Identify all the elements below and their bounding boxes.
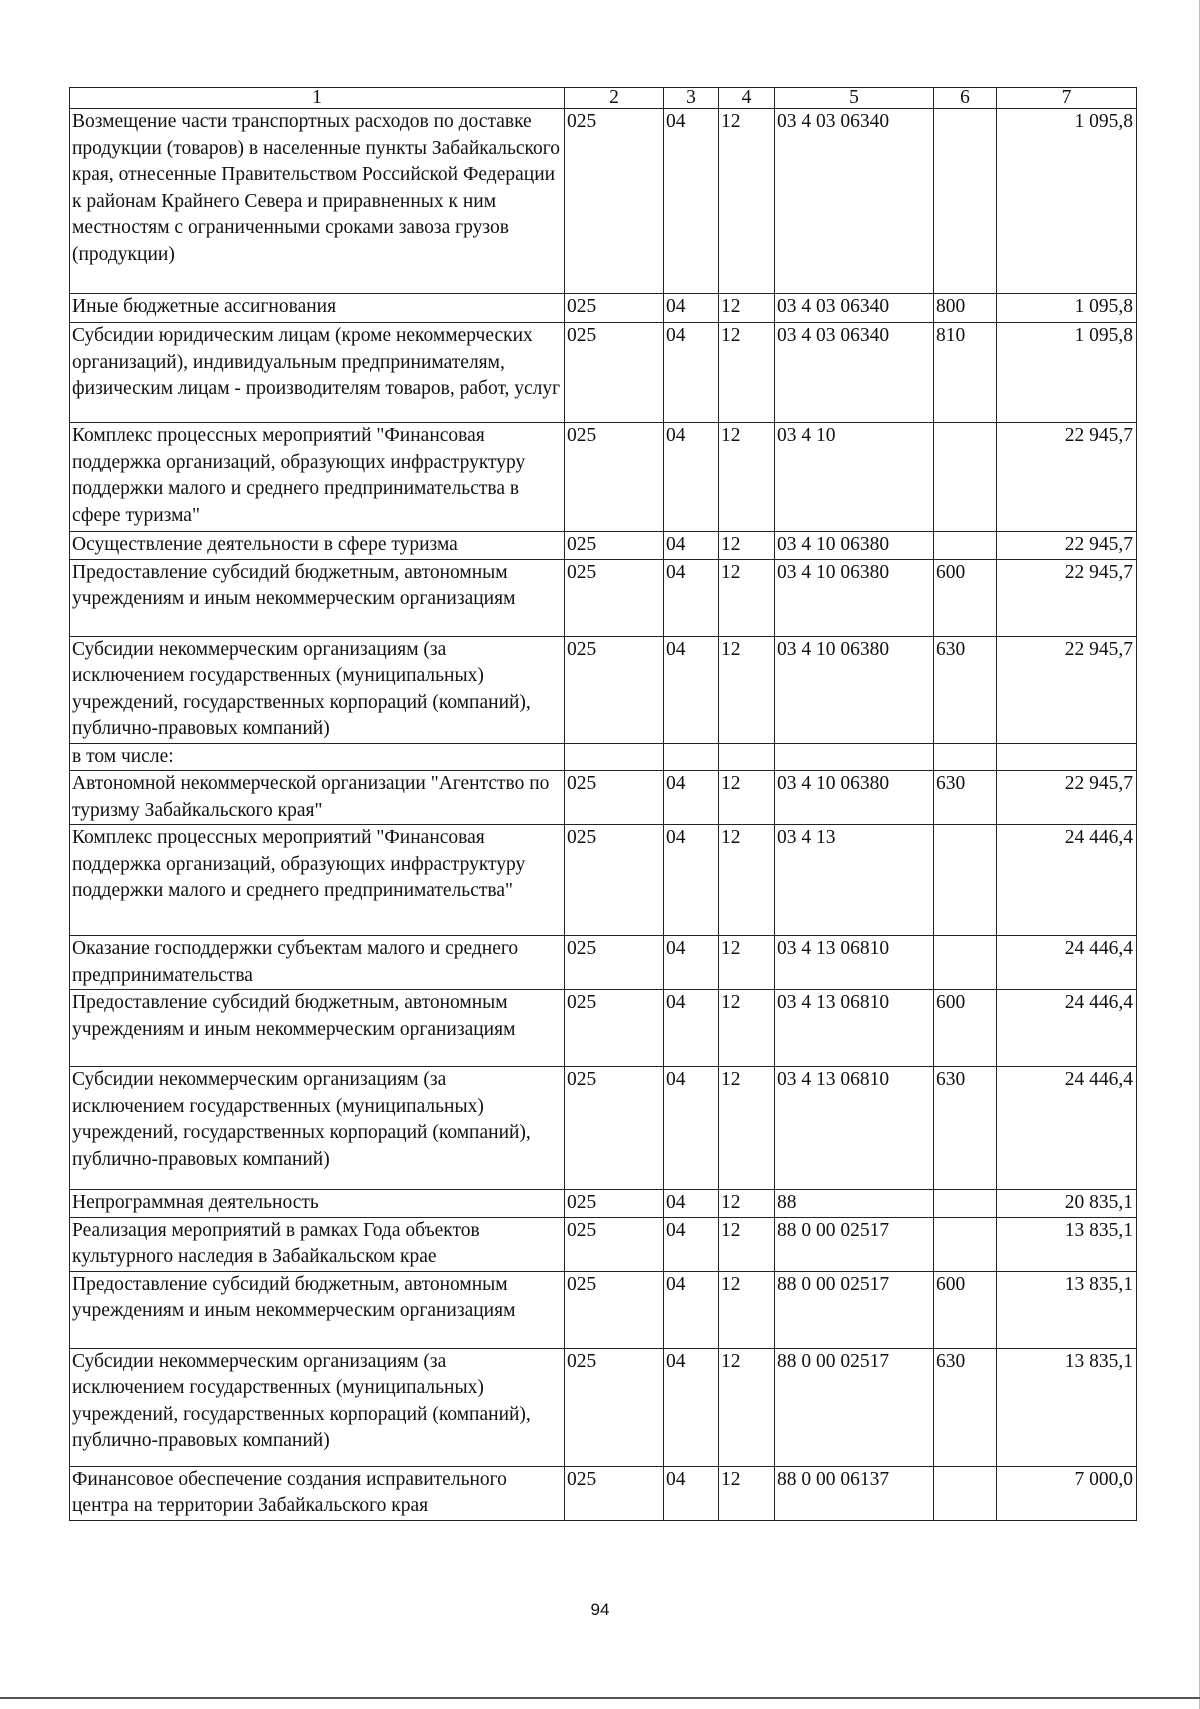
- cell-expense-type: 800: [934, 294, 997, 323]
- cell-target-article: 03 4 10 06380: [775, 636, 934, 743]
- column-header-5: 5: [775, 88, 934, 109]
- table-row: [70, 1466, 1137, 1520]
- cell-admin-code: 025: [565, 559, 664, 636]
- cell-name: Автономной некоммерческой организации "Агентство по туризму Забайкальского края": [70, 771, 565, 825]
- cell-subsection: 12: [719, 532, 775, 560]
- cell-expense-type: 630: [934, 771, 997, 825]
- cell-amount: 24 446,4: [997, 936, 1137, 990]
- table-row: [70, 532, 1137, 560]
- cell-section: 04: [664, 825, 719, 936]
- column-header-2: 2: [565, 88, 664, 109]
- cell-section: 04: [664, 936, 719, 990]
- table-row: [70, 1348, 1137, 1466]
- cell-section: 04: [664, 559, 719, 636]
- cell-expense-type: [934, 1190, 997, 1218]
- cell-expense-type: [934, 825, 997, 936]
- cell-expense-type: 630: [934, 1348, 997, 1466]
- cell-amount: 22 945,7: [997, 636, 1137, 743]
- cell-expense-type: 630: [934, 636, 997, 743]
- cell-section: [664, 743, 719, 771]
- cell-section: 04: [664, 1271, 719, 1348]
- cell-name: Субсидии некоммерческим организациям (за исключением государственных (муниципальных) учреждений, государственных корпораций (компаний), публично-правовых компаний): [70, 1067, 565, 1190]
- cell-subsection: 12: [719, 559, 775, 636]
- page-number: 94: [590, 1600, 610, 1619]
- cell-subsection: 12: [719, 1271, 775, 1348]
- cell-section: 04: [664, 532, 719, 560]
- cell-name: Возмещение части транспортных расходов по доставке продукции (товаров) в населенные пункты Забайкальского края, отнесенные Правительством Российской Федерации к районам Крайнего Севера и приравненных к ним местностям с ограниченными сроками завоза грузов (продукции): [70, 109, 565, 294]
- cell-subsection: 12: [719, 990, 775, 1067]
- cell-section: 04: [664, 1190, 719, 1218]
- cell-name: Оказание господдержки субъектам малого и среднего предпринимательства: [70, 936, 565, 990]
- cell-name: Субсидии юридическим лицам (кроме некоммерческих организаций), индивидуальным предпринимателям, физическим лицам - производителям товаров, работ, услуг: [70, 323, 565, 423]
- cell-target-article: 03 4 13 06810: [775, 990, 934, 1067]
- cell-name: Предоставление субсидий бюджетным, автономным учреждениям и иным некоммерческим организациям: [70, 1271, 565, 1348]
- cell-expense-type: 600: [934, 1271, 997, 1348]
- cell-admin-code: 025: [565, 636, 664, 743]
- cell-admin-code: 025: [565, 1466, 664, 1520]
- bottom-rule: [0, 1697, 1200, 1699]
- cell-expense-type: [934, 1217, 997, 1271]
- cell-subsection: 12: [719, 323, 775, 423]
- cell-name: Иные бюджетные ассигнования: [70, 294, 565, 323]
- cell-admin-code: 025: [565, 423, 664, 532]
- cell-target-article: 03 4 10 06380: [775, 771, 934, 825]
- cell-amount: 24 446,4: [997, 1067, 1137, 1190]
- cell-subsection: 12: [719, 1067, 775, 1190]
- column-header-4: 4: [719, 88, 775, 109]
- cell-target-article: 03 4 10: [775, 423, 934, 532]
- cell-section: 04: [664, 323, 719, 423]
- cell-target-article: 88 0 00 02517: [775, 1217, 934, 1271]
- cell-target-article: 88: [775, 1190, 934, 1218]
- table-row: [70, 1190, 1137, 1218]
- cell-target-article: 03 4 03 06340: [775, 109, 934, 294]
- cell-name: Предоставление субсидий бюджетным, автономным учреждениям и иным некоммерческим организациям: [70, 559, 565, 636]
- cell-section: 04: [664, 423, 719, 532]
- cell-name: Осуществление деятельности в сфере туризма: [70, 532, 565, 560]
- cell-target-article: 03 4 13: [775, 825, 934, 936]
- table-row: [70, 1271, 1137, 1348]
- cell-section: 04: [664, 1067, 719, 1190]
- cell-expense-type: [934, 532, 997, 560]
- cell-admin-code: 025: [565, 1190, 664, 1218]
- table-row: [70, 423, 1137, 532]
- cell-subsection: [719, 743, 775, 771]
- cell-target-article: 03 4 03 06340: [775, 294, 934, 323]
- cell-target-article: 03 4 10 06380: [775, 559, 934, 636]
- cell-admin-code: 025: [565, 1067, 664, 1190]
- cell-subsection: 12: [719, 1466, 775, 1520]
- cell-amount: 13 835,1: [997, 1217, 1137, 1271]
- cell-target-article: 03 4 13 06810: [775, 936, 934, 990]
- cell-target-article: [775, 743, 934, 771]
- cell-name: Непрограммная деятельность: [70, 1190, 565, 1218]
- column-header-7: 7: [997, 88, 1137, 109]
- cell-subsection: 12: [719, 423, 775, 532]
- cell-target-article: 03 4 10 06380: [775, 532, 934, 560]
- cell-section: 04: [664, 771, 719, 825]
- cell-amount: 24 446,4: [997, 990, 1137, 1067]
- cell-admin-code: 025: [565, 109, 664, 294]
- cell-name: Реализация мероприятий в рамках Года объектов культурного наследия в Забайкальском крае: [70, 1217, 565, 1271]
- table-row: [70, 636, 1137, 743]
- cell-expense-type: 600: [934, 990, 997, 1067]
- cell-section: 04: [664, 990, 719, 1067]
- cell-subsection: 12: [719, 1348, 775, 1466]
- table-row: [70, 1067, 1137, 1190]
- cell-section: 04: [664, 1466, 719, 1520]
- table-row: [70, 559, 1137, 636]
- cell-section: 04: [664, 636, 719, 743]
- cell-target-article: 88 0 00 02517: [775, 1271, 934, 1348]
- cell-expense-type: 600: [934, 559, 997, 636]
- cell-name: Финансовое обеспечение создания исправительного центра на территории Забайкальского края: [70, 1466, 565, 1520]
- cell-admin-code: 025: [565, 323, 664, 423]
- column-header-1: 1: [70, 88, 565, 109]
- cell-name: Субсидии некоммерческим организациям (за исключением государственных (муниципальных) учреждений, государственных корпораций (компаний), публично-правовых компаний): [70, 1348, 565, 1466]
- column-header-6: 6: [934, 88, 997, 109]
- cell-expense-type: [934, 936, 997, 990]
- cell-subsection: 12: [719, 936, 775, 990]
- table-row: [70, 825, 1137, 936]
- cell-section: 04: [664, 1348, 719, 1466]
- cell-subsection: 12: [719, 825, 775, 936]
- cell-section: 04: [664, 294, 719, 323]
- cell-expense-type: [934, 743, 997, 771]
- cell-amount: [997, 743, 1137, 771]
- cell-amount: 1 095,8: [997, 294, 1137, 323]
- cell-target-article: 88 0 00 02517: [775, 1348, 934, 1466]
- cell-subsection: 12: [719, 771, 775, 825]
- cell-name: Субсидии некоммерческим организациям (за исключением государственных (муниципальных) учреждений, государственных корпораций (компаний), публично-правовых компаний): [70, 636, 565, 743]
- cell-admin-code: 025: [565, 936, 664, 990]
- table-row: [70, 936, 1137, 990]
- cell-section: 04: [664, 109, 719, 294]
- cell-section: 04: [664, 1217, 719, 1271]
- cell-amount: 20 835,1: [997, 1190, 1137, 1218]
- cell-amount: 22 945,7: [997, 771, 1137, 825]
- table-row: [70, 294, 1137, 323]
- cell-expense-type: [934, 423, 997, 532]
- table-header-row: [70, 88, 1137, 109]
- cell-subsection: 12: [719, 109, 775, 294]
- cell-expense-type: 630: [934, 1067, 997, 1190]
- cell-amount: 1 095,8: [997, 109, 1137, 294]
- table-row: [70, 1217, 1137, 1271]
- cell-amount: 1 095,8: [997, 323, 1137, 423]
- cell-name: Предоставление субсидий бюджетным, автономным учреждениям и иным некоммерческим организациям: [70, 990, 565, 1067]
- cell-name: в том числе:: [70, 743, 565, 771]
- cell-subsection: 12: [719, 1190, 775, 1218]
- cell-expense-type: [934, 109, 997, 294]
- cell-admin-code: 025: [565, 1271, 664, 1348]
- cell-expense-type: [934, 1466, 997, 1520]
- table-row: [70, 743, 1137, 771]
- cell-expense-type: 810: [934, 323, 997, 423]
- cell-admin-code: 025: [565, 1348, 664, 1466]
- cell-name: Комплекс процессных мероприятий "Финансовая поддержка организаций, образующих инфраструктуру поддержки малого и среднего предпринимательства в сфере туризма": [70, 423, 565, 532]
- cell-admin-code: 025: [565, 532, 664, 560]
- cell-admin-code: 025: [565, 294, 664, 323]
- cell-target-article: 03 4 13 06810: [775, 1067, 934, 1190]
- table-row: [70, 990, 1137, 1067]
- cell-admin-code: 025: [565, 1217, 664, 1271]
- cell-subsection: 12: [719, 1217, 775, 1271]
- cell-amount: 22 945,7: [997, 423, 1137, 532]
- table-row: [70, 771, 1137, 825]
- cell-subsection: 12: [719, 636, 775, 743]
- cell-admin-code: 025: [565, 771, 664, 825]
- cell-amount: 22 945,7: [997, 559, 1137, 636]
- cell-name: Комплекс процессных мероприятий "Финансовая поддержка организаций, образующих инфраструктуру поддержки малого и среднего предпринимательства": [70, 825, 565, 936]
- cell-amount: 24 446,4: [997, 825, 1137, 936]
- cell-admin-code: 025: [565, 825, 664, 936]
- cell-admin-code: 025: [565, 990, 664, 1067]
- cell-target-article: 03 4 03 06340: [775, 323, 934, 423]
- cell-amount: 13 835,1: [997, 1271, 1137, 1348]
- cell-subsection: 12: [719, 294, 775, 323]
- cell-target-article: 88 0 00 06137: [775, 1466, 934, 1520]
- budget-table: [69, 87, 1137, 1521]
- table-row: [70, 323, 1137, 423]
- cell-admin-code: [565, 743, 664, 771]
- cell-amount: 13 835,1: [997, 1348, 1137, 1466]
- cell-amount: 7 000,0: [997, 1466, 1137, 1520]
- table-row: [70, 109, 1137, 294]
- column-header-3: 3: [664, 88, 719, 109]
- cell-amount: 22 945,7: [997, 532, 1137, 560]
